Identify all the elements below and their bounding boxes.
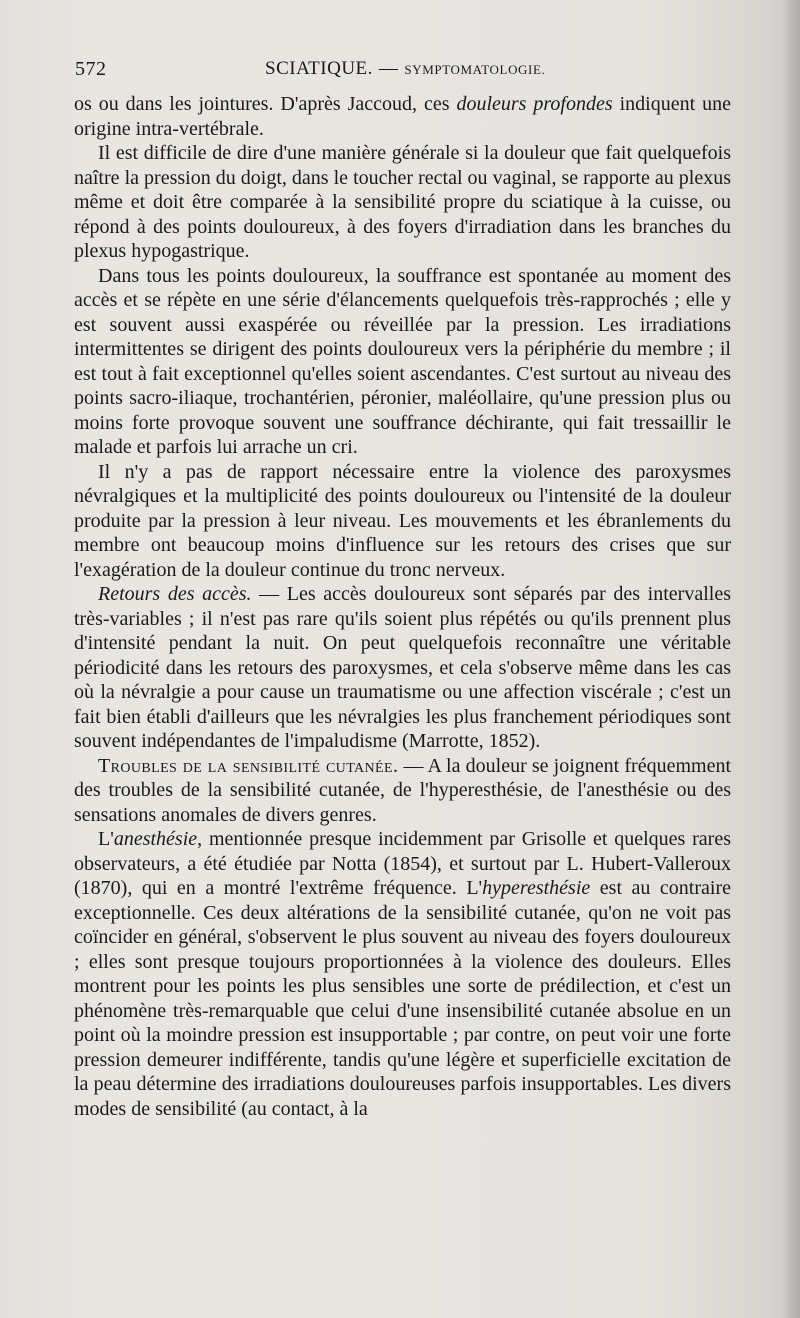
paragraph-1 [74, 92, 731, 141]
paragraph-2: Il est difficile de dire d'une manière générale si la douleur que fait quelquefois naître la pression du doigt, dans le toucher rectal ou vaginal, se rapporte au plexus même et doit être comparée à la sensibilité propre du sciatique à la cuisse, ou répond à des points douloureux, à des foyers d'irradiation dans les branches du plexus hypogastrique. [74, 142, 731, 262]
running-title-section: SYMPTOMATOLOGIE. [404, 62, 546, 77]
paragraph-1-text-b: indiquent une origine intra-vertébrale. [74, 93, 731, 140]
page-header [75, 58, 735, 84]
paragraph-5-text: — Les accès douloureux sont séparés par des intervalles très-variables ; il n'est pas rare qu'ils soient plus répétés ou qu'ils prennent plus d'intensité pendant la nuit. On peut quelquefois reconnaître une véritable périodicité dans les retours des paroxysmes, et cela s'observe même dans les cas où la névralgie a pour cause un traumatisme ou une affection viscérale ; c'est un fait bien établi d'ailleurs que les névralgies les plus franchement périodiques sont souvent indépendantes de l'impaludisme (Marrotte, 1852). [74, 583, 731, 752]
paragraph-5-heading: Retours des accès. [98, 583, 252, 605]
running-title [265, 58, 545, 80]
title-dash: — [378, 58, 399, 79]
paragraph-7-lead: L' [98, 828, 114, 850]
paragraph-7-emphasis-anesthesie: anesthésie [113, 828, 198, 850]
paragraph-1-emphasis: douleurs profondes [456, 93, 613, 115]
paragraph-1-text-a: os ou dans les jointures. D'après Jaccoud, ces [74, 93, 457, 115]
paragraph-7-emphasis-hyperesthesie: hyperesthésie [482, 877, 591, 899]
paragraph-3: Dans tous les points douloureux, la souffrance est spontanée au moment des accès et se répète en une série d'élancements quelquefois très-rapprochés ; elle y est souvent aussi exaspérée ou réveillée par la pression. Les irradiations intermittentes se dirigent des points douloureux vers la périphérie du membre ; il est tout à fait exceptionnel qu'elles soient ascendantes. C'est surtout au niveau des points sacro-iliaque, trochantérien, péronier, maléollaire, qu'une pression plus ou moins forte provoque souvent une souffrance déchirante, qui fait tressaillir le malade et parfois lui arrache un cri. [74, 264, 731, 458]
paragraph-7 [74, 827, 731, 1121]
paragraph-6 [74, 754, 731, 828]
body-text [74, 92, 731, 1121]
paragraph-4: Il n'y a pas de rapport nécessaire entre la violence des paroxysmes névralgiques et la multiplicité des points douloureux ou l'intensité de la douleur produite par la pression à leur niveau. Les mouvements et les ébranlements du membre ont beaucoup moins d'influence sur les retours des crises que sur l'exagération de la douleur continue du tronc nerveux. [74, 460, 731, 581]
paragraph-7-text-a: , mentionnée presque incidemment par Grisolle et quelques rares observateurs, a été étudiée par Notta (1854), et surtout par L. Hubert-Valleroux (1870), qui en a montré l'extrême fréquence. L' [74, 828, 731, 899]
page-edge-shadow [782, 0, 800, 1318]
paragraph-6-heading: Troubles de la sensibilité cutanée. [98, 754, 399, 777]
paragraph-7-text-b: est au contraire exceptionnelle. Ces deux altérations de la sensibilité cutanée, qu'on ne voit pas coïncider en général, s'observent le plus souvent au niveau des foyers douloureux ; elles sont presque toujours proportionnées à la violence des douleurs. Elles montrent pour les points les plus sensibles une sorte de prédilection, et c'est un phénomène très-remarquable que celui d'une insensibilité cutanée absolue en un point où la moindre pression est insupportable ; par contre, on peut voir une forte pression demeurer indifférente, tandis qu'une légère et superficielle excitation de la peau détermine des irradiations douloureuses parfois insupportables. Les divers modes de sensibilité (au contact, à la [74, 877, 731, 1120]
paragraph-5 [74, 582, 731, 754]
page-number: 572 [75, 58, 107, 80]
running-title-main: SCIATIQUE. [265, 58, 373, 79]
paragraph-6-text: — A la douleur se joignent fréquemment des troubles de la sensibilité cutanée, de l'hyperesthésie, de l'anesthésie ou des sensations anomales de divers genres. [74, 754, 732, 826]
